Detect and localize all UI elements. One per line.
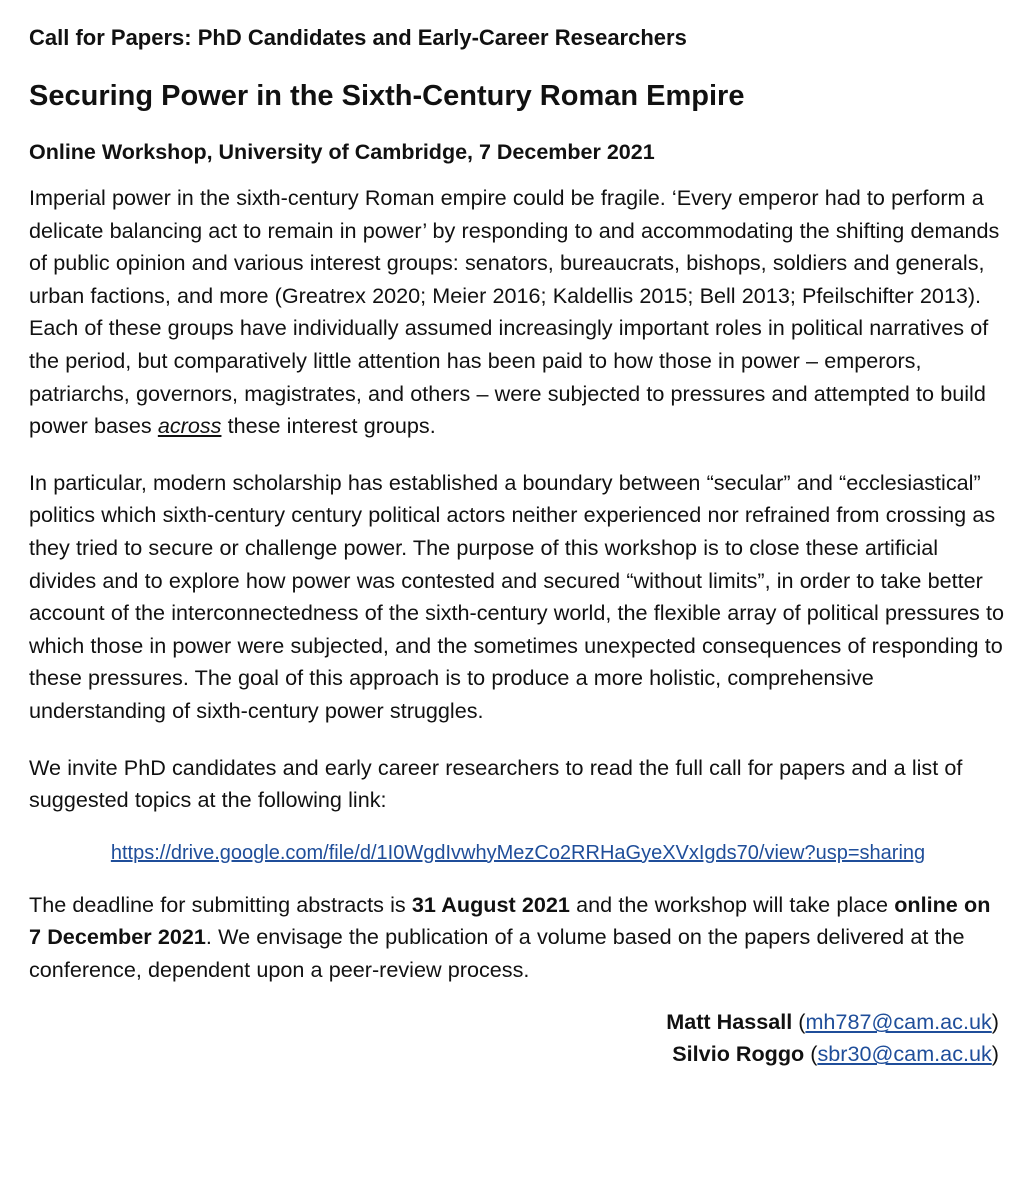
paragraph-intro [29,182,1007,443]
signatory-email-link[interactable]: mh787@cam.ac.uk [805,1009,992,1035]
document-title: Securing Power in the Sixth-Century Roman Empire [29,80,745,112]
deadline-date: 31 August 2021 [411,891,570,917]
link-row [29,839,1007,867]
paragraph-purpose: In particular, modern scholarship has established a boundary between “secular” and “ecclesiastical” politics which sixth-century century political actors neither experienced nor refrained from crossing as they tried to secure or challenge power. The purpose of this workshop is to close these artificial divides and to explore how power was contested and secured “without limits”, in order to take better account of the interconnectedness of the sixth-century world, the flexible array of political pressures to which those in power were subjected, and the sometimes unexpected consequences of responding to these pressures. The goal of this approach is to produce a more holistic, comprehensive understanding of sixth-century power struggles. [29,469,1005,723]
workshop-subtitle: Online Workshop, University of Cambridge, 7 December 2021 [29,140,655,164]
paragraph-intro-text: Imperial power in the sixth-century Roman empire could be fragile. ‘Every emperor had to perform a delicate balancing act to remain in power’ by responding to and accommodating the shifting demands of public opinion and various interest groups: senators, bureaucrats, bishops, soldiers and generals, urban factions, and more (Greatrex 2020; Meier 2016; Kaldellis 2015; Bell 2013; Pfeilschifter 2013). Each of these groups have individually assumed increasingly important roles in political narratives of the period, but comparatively little attention has been paid to how those in power – emperors, patriarchs, governors, magistrates, and others – were subjected to pressures and attempted to build power bases [29,185,1000,439]
deadline-text-2: and the workshop will take place [569,891,895,917]
signature-line: Silvio Roggo (sbr30@cam.ac.uk) [672,1041,999,1067]
deadline-text-1: The deadline for submitting abstracts is [29,891,412,917]
paragraph-intro-end: these interest groups. [221,413,436,439]
signature-line: Matt Hassall (mh787@cam.ac.uk) [666,1009,999,1035]
paragraph-deadline [29,889,1007,987]
paragraph-invitation: We invite PhD candidates and early career researchers to read the full call for papers and a list of suggested topics at the following link: [29,754,963,813]
signatures [29,1006,1007,1070]
deadline-text-3: . We envisage the publication of a volume based on the papers delivered at the conference, dependent upon a peer-review process. [29,924,965,982]
signatory-name: Matt Hassall [666,1009,793,1035]
emphasis-across: across [157,413,222,439]
event-date: online on 7 December 2021 [29,891,991,950]
call-for-papers-heading: Call for Papers: PhD Candidates and Early-Career Researchers [29,25,687,50]
call-for-papers-link[interactable]: https://drive.google.com/file/d/1I0WgdIvwhyMezCo2RRHaGyeXVxIgds70/view?usp=sharing [110,841,926,864]
signatory-email-link[interactable]: sbr30@cam.ac.uk [817,1041,992,1067]
signatory-name: Silvio Roggo [672,1041,805,1067]
